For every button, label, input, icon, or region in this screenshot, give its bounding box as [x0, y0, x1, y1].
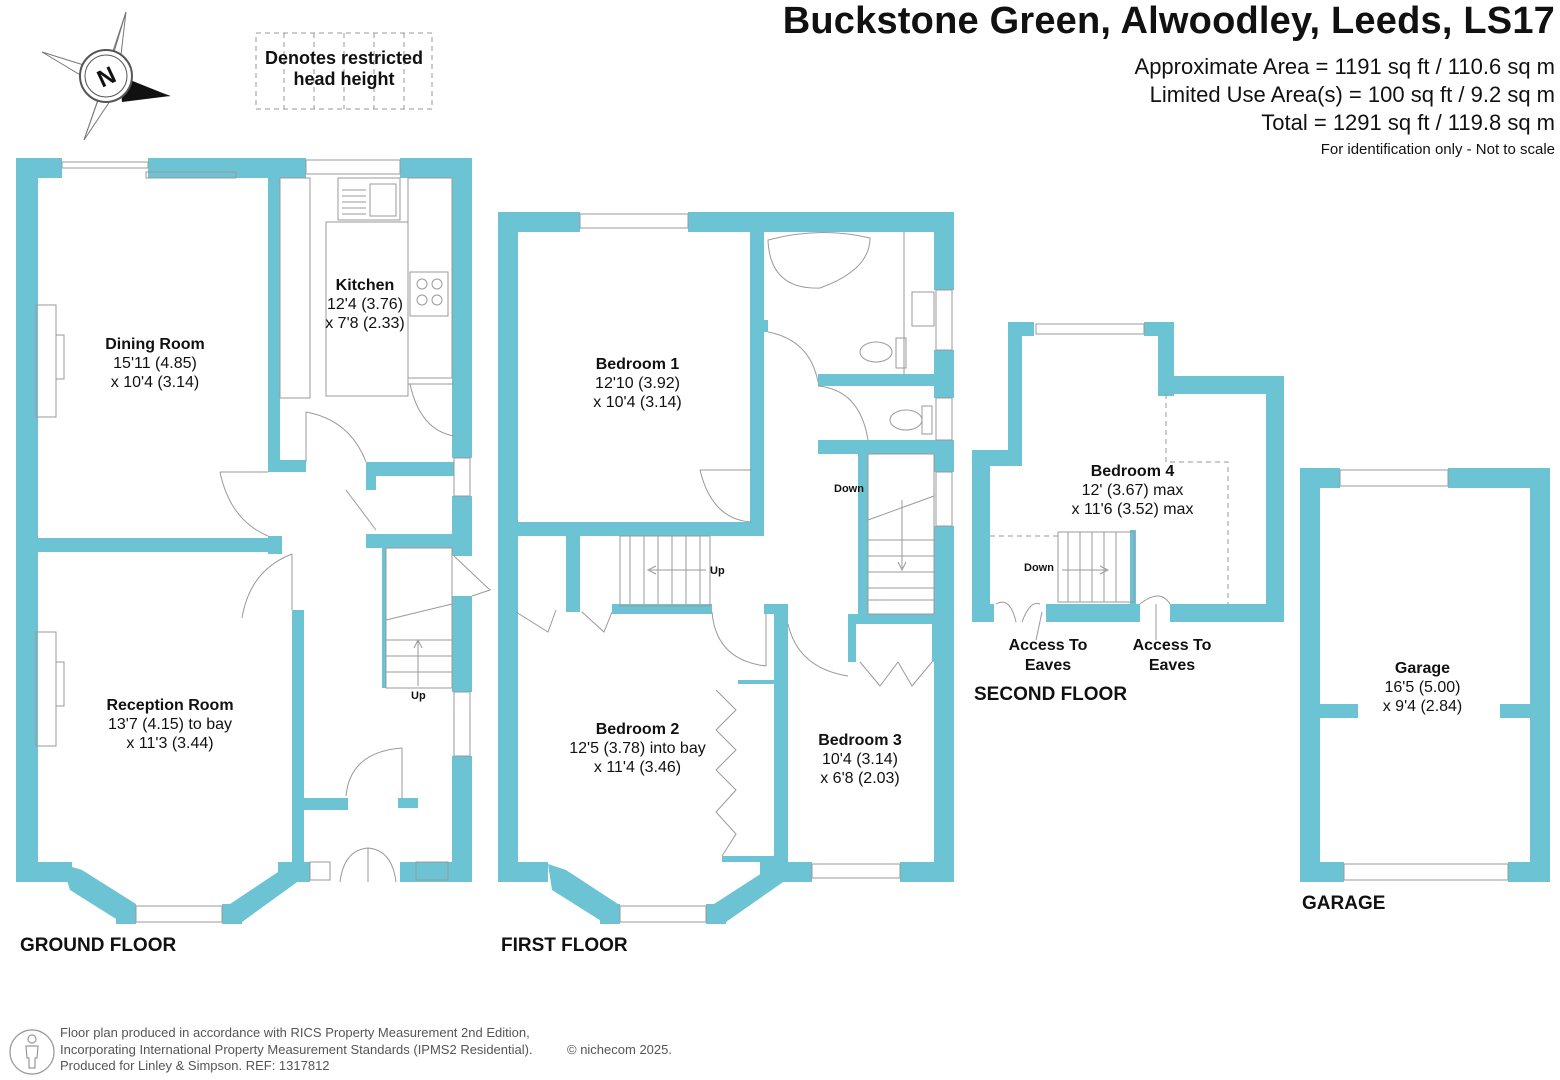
eaves-line-1: Access To [1008, 637, 1088, 654]
room-garage [1365, 659, 1480, 716]
room-dim-1: 10'4 (3.14) [822, 751, 898, 768]
room-dim-2: x 7'8 (2.33) [325, 315, 405, 332]
room-dim-2: x 9'4 (2.84) [1382, 698, 1463, 715]
first-floor-label: FIRST FLOOR [501, 935, 628, 956]
room-dim-1: 12'10 (3.92) [595, 375, 680, 392]
approximate-area: Approximate Area = 1191 sq ft / 110.6 sq m [1134, 54, 1555, 79]
scale-note: For identification only - Not to scale [1320, 141, 1555, 158]
north-compass-icon [42, 12, 170, 140]
room-dim-2: x 6'8 (2.03) [820, 770, 900, 787]
room-reception [80, 696, 260, 753]
person-icon [10, 1030, 54, 1074]
room-dim-1: 13'7 (4.15) to bay [107, 716, 233, 733]
restricted-height-legend [256, 48, 432, 90]
room-kitchen [300, 276, 430, 333]
limited-use-area: Limited Use Area(s) = 100 sq ft / 9.2 sq m [1149, 82, 1555, 107]
footer-text [60, 1025, 533, 1075]
copyright: © nichecom 2025. [567, 1042, 672, 1057]
eaves-line-2: Eaves [1148, 657, 1196, 674]
room-dim-2: x 11'4 (3.46) [593, 759, 682, 776]
footer-line-1: Floor plan produced in accordance with RICS Property Measurement 2nd Edition, [60, 1025, 530, 1040]
legend-line-2: head height [293, 69, 395, 89]
footer-line-3: Produced for Linley & Simpson. REF: 1317812 [60, 1058, 330, 1073]
compass-letter: N [93, 61, 121, 94]
room-dim-1: 16'5 (5.00) [1384, 679, 1461, 696]
room-dim-1: 12'4 (3.76) [327, 296, 403, 313]
room-name: Bedroom 4 [1090, 463, 1175, 480]
room-dim-1: 15'11 (4.85) [113, 355, 197, 372]
garage-label: GARAGE [1302, 893, 1386, 914]
legend-line-1: Denotes restricted [264, 48, 424, 68]
room-name: Kitchen [335, 277, 395, 294]
access-to-eaves-left [998, 636, 1098, 676]
second-floor-label: SECOND FLOOR [974, 684, 1128, 705]
stairs-up-label: Up [411, 690, 426, 702]
room-name: Bedroom 3 [818, 732, 902, 749]
room-bedroom-3 [795, 731, 925, 788]
room-dining [80, 335, 230, 392]
eaves-line-2: Eaves [1024, 657, 1072, 674]
room-dim-1: 12'5 (3.78) into bay [569, 740, 706, 757]
room-bedroom-1 [560, 355, 715, 412]
stairs-down-label: Down [1024, 562, 1054, 574]
walls [16, 158, 1550, 924]
room-dim-2: x 11'6 (3.52) max [1071, 501, 1194, 518]
room-dim-2: x 11'3 (3.44) [126, 735, 214, 752]
stairs-down-label: Down [834, 483, 864, 495]
stairs-up-label: Up [710, 565, 725, 577]
room-dim-2: x 10'4 (3.14) [110, 374, 200, 391]
ground-floor-label: GROUND FLOOR [20, 935, 177, 956]
room-bedroom-4 [1055, 462, 1210, 519]
access-to-eaves-right [1122, 636, 1222, 676]
room-name: Garage [1394, 660, 1451, 677]
room-name: Dining Room [105, 336, 205, 353]
footer-line-2: Incorporating International Property Measurement Standards (IPMS2 Residential). [60, 1041, 533, 1057]
total-area: Total = 1291 sq ft / 119.8 sq m [1261, 110, 1555, 135]
room-name: Bedroom 1 [595, 356, 680, 373]
eaves-line-1: Access To [1132, 637, 1212, 654]
room-name: Bedroom 2 [595, 721, 680, 738]
room-dim-1: 12' (3.67) max [1081, 482, 1184, 499]
room-dim-2: x 10'4 (3.14) [593, 394, 682, 411]
room-name: Reception Room [106, 697, 234, 714]
room-bedroom-2 [550, 720, 725, 777]
page-title: Buckstone Green, Alwoodley, Leeds, LS17 [782, 0, 1555, 42]
